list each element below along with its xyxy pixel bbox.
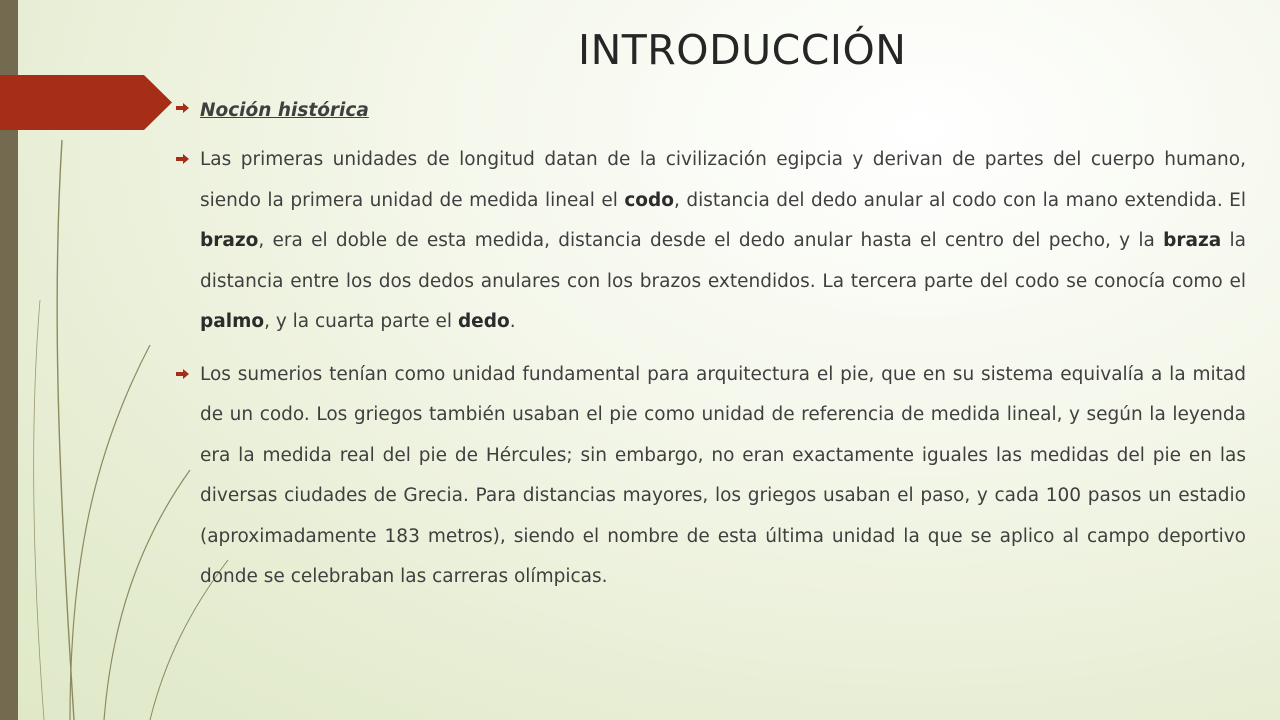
arrow-right-icon bbox=[176, 103, 189, 113]
paragraph-1: Las primeras unidades de longitud datan de la civilización egipcia y derivan de partes del cuerpo humano, siendo la primera unidad de medida lineal el codo, distancia del dedo anular al codo con la mano extendida. El brazo, era el doble de esta medida, distancia desde el dedo anular hasta el centro del pecho, y la braza la distancia entre los dos dedos anulares con los brazos extendidos. La tercera parte del codo se conocía como el palmo, y la cuarta parte el dedo. bbox=[200, 149, 1246, 332]
bullet-paragraph-2 bbox=[176, 355, 1246, 598]
term-brazo: brazo bbox=[200, 230, 259, 251]
paragraph-2: Los sumerios tenían como unidad fundamental para arquitectura el pie, que en su sistema equivalía a la mitad de un codo. Los griegos también usaban el pie como unidad de referencia de medida lineal, y según la leyenda era la medida real del pie de Hércules; sin embargo, no eran exactamente iguales las medidas del pie en las diversas ciudades de Grecia. Para distancias mayores, los griegos usaban el paso, y cada 100 pasos un estadio (aproximadamente 183 metros), siendo el nombre de esta última unidad la que se aplico al campo deportivo donde se celebraban las carreras olímpicas. bbox=[200, 363, 1246, 587]
arrow-right-icon bbox=[176, 369, 189, 379]
arrow-right-icon bbox=[176, 154, 189, 164]
bullet-heading bbox=[176, 96, 1246, 126]
term-palmo: palmo bbox=[200, 311, 265, 332]
accent-arrow-shape bbox=[0, 75, 172, 130]
term-dedo: dedo bbox=[457, 311, 510, 332]
bullet-list bbox=[176, 96, 1246, 598]
term-braza: braza bbox=[1163, 230, 1222, 251]
bullet-paragraph-1 bbox=[176, 140, 1246, 343]
section-heading: Noción histórica bbox=[200, 100, 369, 121]
slide-title: INTRODUCCIÓN bbox=[578, 26, 907, 74]
term-codo: codo bbox=[624, 189, 674, 211]
